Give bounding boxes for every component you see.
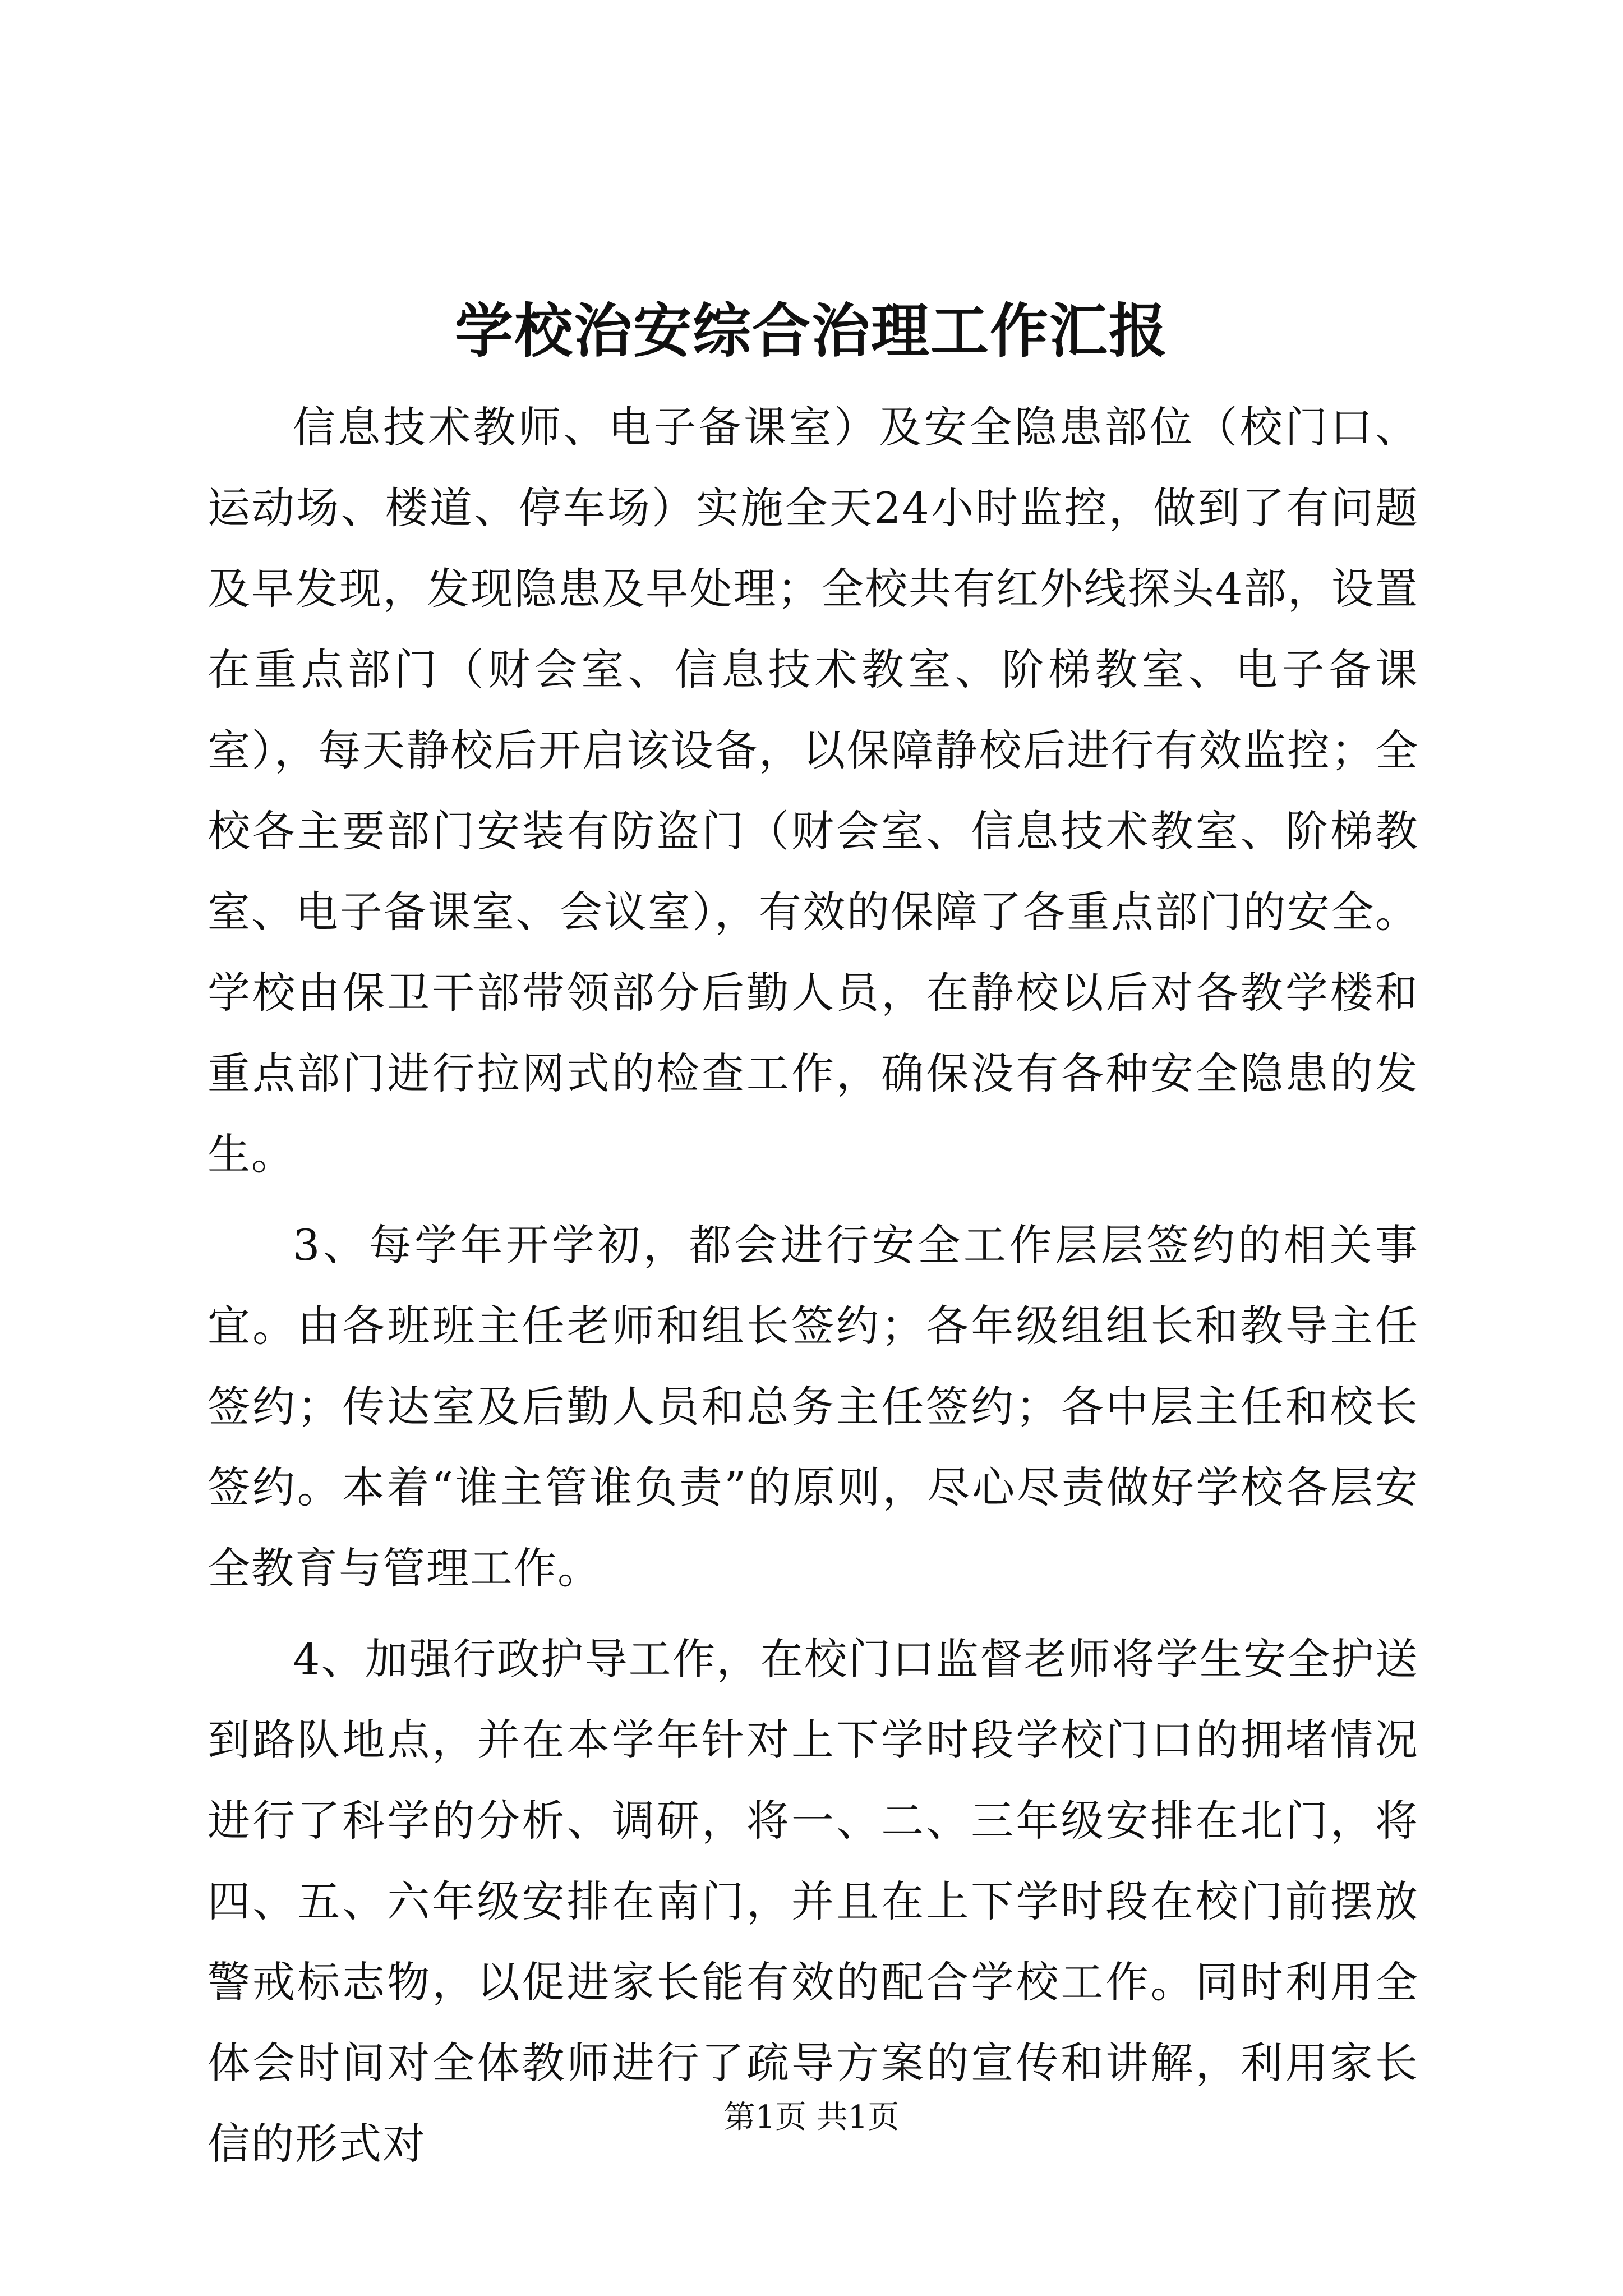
document-title: 学校治安综合治理工作汇报 xyxy=(454,296,1168,365)
body-paragraph-3: 4、加强行政护导工作，在校门口监督老师将学生安全护送到路队地点，并在本学年针对上下学时段学校门口的拥堵情况进行了科学的分析、调研，将一、二、三年级安排在北门，将四、五、六年级安排在南门，并且在上下学时段在校门前摆放警戒标志物，以促进家长能有效的配合学校工作。同时利用全体会时间对全体教师进行了疏导方案的宣传和讲解，利用家长信的形式对 xyxy=(208,1634,1419,2169)
body-paragraph-2: 3、每学年开学初，都会进行安全工作层层签约的相关事宜。由各班班主任老师和组长签约；各年级组组长和教导主任签约；传达室及后勤人员和总务主任签约；各中层主任和校长签约。本着“谁主管谁负责”的原则，尽心尽责做好学校各层安全教育与管理工作。 xyxy=(208,1220,1419,1593)
body-paragraph-1: 信息技术教师、电子备课室）及安全隐患部位（校门口、运动场、楼道、停车场）实施全天24小时监控，做到了有问题及早发现，发现隐患及早处理；全校共有红外线探头4部，设置在重点部门（财会室、信息技术教室、阶梯教室、电子备课室），每天静校后开启该设备，以保障静校后进行有效监控；全校各主要部门安装有防盗门（财会室、信息技术教室、阶梯教室、电子备课室、会议室），有效的保障了各重点部门的安全。学校由保卫干部带领部分后勤人员，在静校以后对各教学楼和重点部门进行拉网式的检查工作，确保没有各种安全隐患的发生。 xyxy=(208,402,1419,1179)
document-body xyxy=(208,387,1419,2184)
page-footer: 第1页 共1页 xyxy=(723,2099,900,2136)
